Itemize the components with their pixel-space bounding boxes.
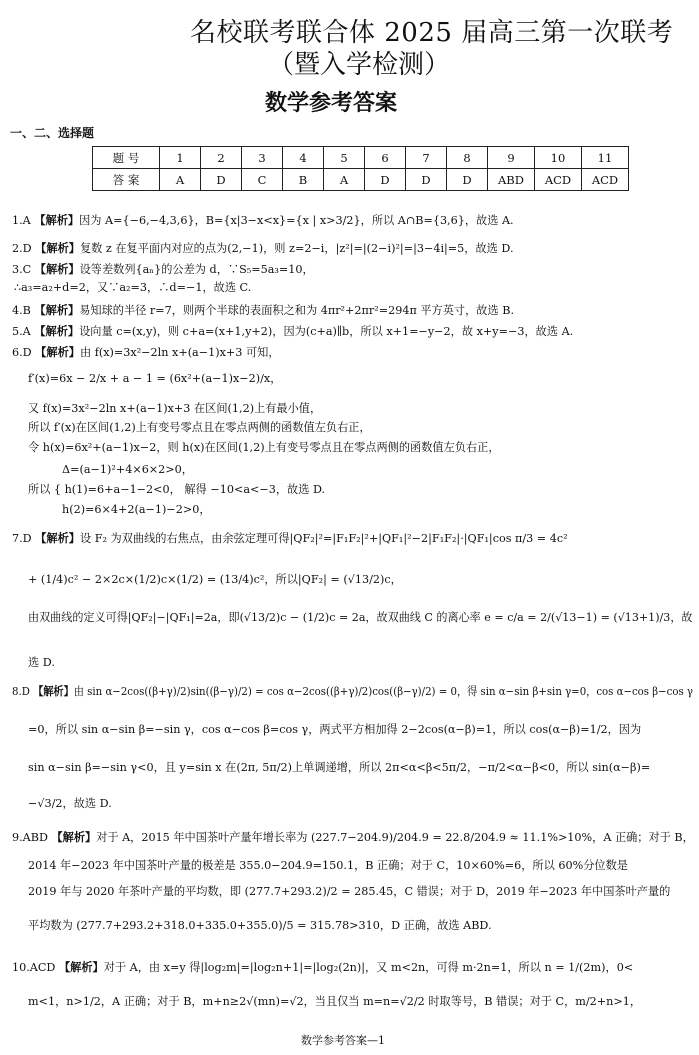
solution-line: ∴a₃=a₂+d=2，又∵a₂=3，∴d=−1，故选 C. xyxy=(14,281,252,294)
solution-line: 2014 年−2023 年中国茶叶产量的极差是 355.0−204.9=150.1，B 正确；对于 C，10×60%=6，所以 60%分位数是 xyxy=(28,859,628,872)
analysis-tag: 【解析】 xyxy=(34,304,80,317)
answer-cell: ABD xyxy=(488,169,535,191)
question-number: 3 xyxy=(242,147,283,169)
solution-line: 10.ACD 【解析】对于 A，由 x=y 得|log₂m|=|log₂n+1|=|log₂(2n)|，又 m<2n，可得 m·2n=1，所以 n = 1/(2m)，0< xyxy=(12,961,634,974)
question-number: 5 xyxy=(324,147,365,169)
solution-line: Δ=(a−1)²+4×6×2>0， xyxy=(62,463,193,476)
solution-line: 令 h(x)=6x²+(a−1)x−2，则 h(x)在区间(1,2)上有变号零点且在零点两侧的函数值左负右正， xyxy=(28,441,500,454)
solution-line: m<1，n>1/2，A 正确；对于 B，m+n≥2√(mn)=√2，当且仅当 m=n=√2/2 时取等号，B 错误；对于 C，m/2+n>1， xyxy=(28,995,642,1008)
solution-line: 1.A 【解析】因为 A={−6,−4,3,6}，B={x|3−x<x}={x | x>3/2}，所以 A∩B={3,6}，故选 A. xyxy=(12,214,514,227)
answer-cell: ACD xyxy=(535,169,582,191)
answer-cell: A xyxy=(160,169,201,191)
solution-line: 3.C 【解析】设等差数列{aₙ}的公差为 d，∵S₅=5a₃=10， xyxy=(12,263,314,276)
answer-cell: A xyxy=(324,169,365,191)
analysis-tag: 【解析】 xyxy=(35,346,80,359)
analysis-tag: 【解析】 xyxy=(35,242,80,255)
solution-line: 所以 { h(1)=6+a−1−2<0， 解得 −10<a<−3，故选 D. xyxy=(28,483,326,496)
solution-line: 6.D 【解析】由 f(x)=3x²−2ln x+(a−1)x+3 可知， xyxy=(12,346,280,359)
question-number: 10 xyxy=(535,147,582,169)
solution-line: 9.ABD 【解析】对于 A，2015 年中国茶叶产量年增长率为 (227.7−204.9)/204.9 = 22.8/204.9 ≈ 11.1%>10%，A 正确；对于 B， xyxy=(12,831,694,844)
solution-line: 2.D 【解析】复数 z 在复平面内对应的点为(2,−1)，则 z=2−i，|z²|=|(2−i)²|=|3−4i|=5，故选 D. xyxy=(12,242,514,255)
row-label-answer: 答 案 xyxy=(93,169,160,191)
solution-line: sin α−sin β=−sin γ<0，且 y=sin x 在(2π, 5π/2)上单调递增，所以 2π<α<β<5π/2，−π/2<α−β<0，所以 sin(α−β)= xyxy=(28,761,651,774)
question-number: 8 xyxy=(447,147,488,169)
solution-line: f′(x)=6x − 2/x + a − 1 = (6x²+(a−1)x−2)/x， xyxy=(28,372,282,385)
solution-line: h(2)=6×4+2(a−1)−2>0， xyxy=(62,503,211,516)
analysis-tag: 【解析】 xyxy=(58,961,104,974)
question-number: 1 xyxy=(160,147,201,169)
answer-cell: D xyxy=(447,169,488,191)
solution-line: 选 D. xyxy=(28,656,55,669)
solution-line: + (1/4)c² − 2×2c×(1/2)c×(1/2) = (13/4)c²，所以|QF₂| = (√13/2)c， xyxy=(28,573,402,586)
document-title: 名校联考联合体 2025 届高三第一次联考 xyxy=(190,18,674,48)
solution-line: 7.D 【解析】设 F₂ 为双曲线的右焦点，由余弦定理可得|QF₂|²=|F₁F₂|²+|QF₁|²−2|F₁F₂|·|QF₁|cos π/3 = 4c² xyxy=(12,532,568,545)
page-footer: 数学参考答案—1 xyxy=(301,1034,385,1047)
answer-cell: D xyxy=(201,169,242,191)
answer-cell: D xyxy=(365,169,406,191)
analysis-tag: 【解析】 xyxy=(34,263,80,276)
row-label-number: 题 号 xyxy=(93,147,160,169)
solution-line: 5.A 【解析】设向量 c=(x,y)，则 c+a=(x+1,y+2)，因为(c+a)∥b，所以 x+1=−y−2，故 x+y=−3，故选 A. xyxy=(12,325,574,338)
solution-line: 又 f(x)=3x²−2ln x+(a−1)x+3 在区间(1,2)上有最小值， xyxy=(28,402,322,415)
solution-line: =0，所以 sin α−sin β=−sin γ，cos α−cos β=cos γ，两式平方相加得 2−2cos(α−β)=1，所以 cos(α−β)=1/2，因为 xyxy=(28,723,642,736)
analysis-tag: 【解析】 xyxy=(33,685,74,698)
analysis-tag: 【解析】 xyxy=(34,214,80,227)
analysis-tag: 【解析】 xyxy=(34,325,80,338)
question-number: 6 xyxy=(365,147,406,169)
analysis-tag: 【解析】 xyxy=(35,532,80,545)
document-subtitle: 数学参考答案 xyxy=(265,91,398,116)
solution-line: 所以 f′(x)在区间(1,2)上有变号零点且在零点两侧的函数值左负右正， xyxy=(28,421,371,434)
section-heading: 一、二、选择题 xyxy=(10,126,95,140)
solution-line: 由双曲线的定义可得|QF₂|−|QF₁|=2a，即(√13/2)c − (1/2)c = 2a，故双曲线 C 的离心率 e = c/a = 2/(√13−1) = (√13+1)/3，故 xyxy=(28,611,693,624)
answer-cell: D xyxy=(406,169,447,191)
answer-cell: ACD xyxy=(582,169,629,191)
analysis-tag: 【解析】 xyxy=(51,831,97,844)
document-title-subline: （暨入学检测） xyxy=(268,50,451,80)
question-number: 2 xyxy=(201,147,242,169)
solution-line: −√3/2，故选 D. xyxy=(28,797,112,810)
question-number: 7 xyxy=(406,147,447,169)
answer-table xyxy=(92,146,629,191)
answer-cell: B xyxy=(283,169,324,191)
solution-line: 2019 年与 2020 年茶叶产量的平均数，即 (277.7+293.2)/2 = 285.45，C 错误；对于 D，2019 年−2023 年中国茶叶产量的 xyxy=(28,885,671,898)
solution-line: 8.D 【解析】由 sin α−2cos((β+γ)/2)sin((β−γ)/2) = cos α−2cos((β+γ)/2)cos((β−γ)/2) = 0，得 sin α−sin β+sin γ=0，cos α−cos β−cos γ xyxy=(12,685,694,698)
question-number: 9 xyxy=(488,147,535,169)
answer-cell: C xyxy=(242,169,283,191)
solution-line: 4.B 【解析】易知球的半径 r=7，则两个半球的表面积之和为 4πr²+2πr²=294π 平方英寸，故选 B. xyxy=(12,304,514,317)
question-number: 11 xyxy=(582,147,629,169)
question-number: 4 xyxy=(283,147,324,169)
answer-table-answer-row xyxy=(93,169,629,191)
answer-table-number-row xyxy=(93,147,629,169)
solution-line: 平均数为 (277.7+293.2+318.0+335.0+355.0)/5 = 315.78>310，D 正确，故选 ABD. xyxy=(28,919,492,932)
